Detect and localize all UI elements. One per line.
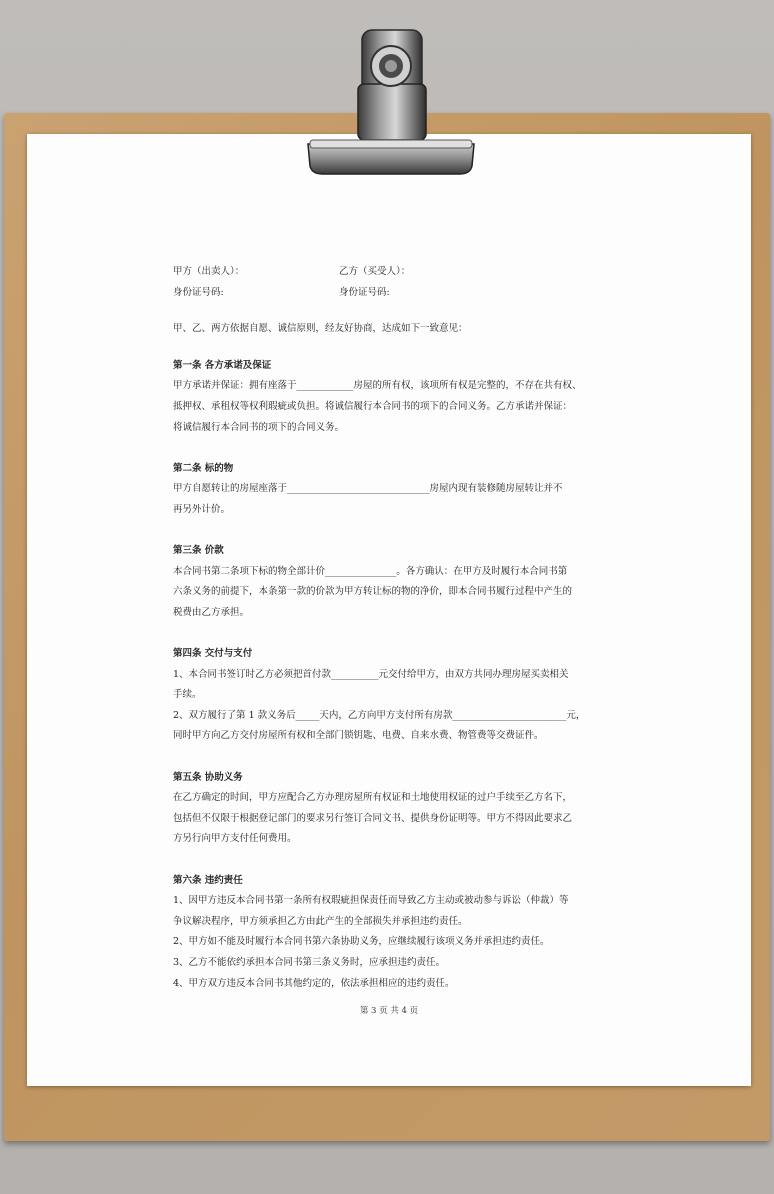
party-id-row — [173, 283, 605, 304]
seller-id-label: 身份证号码: — [173, 286, 224, 298]
section-line: 1、本合同书签订时乙方必须把首付款__________元交付给甲方，由双方共同办理房屋买卖相关 — [173, 668, 569, 680]
section-6 — [173, 871, 605, 995]
section-line: 将诚信履行本合同书的项下的合同义务。 — [173, 421, 345, 433]
contract-body — [173, 262, 605, 994]
buyer-label: 乙方（买受人）： — [339, 266, 411, 277]
section-line: 再另外计价。 — [173, 503, 231, 515]
section-line: 4、甲方双方违反本合同书其他约定的，依法承担相应的违约责任。 — [173, 977, 455, 989]
watermark — [98, 474, 124, 506]
section-line: 在乙方确定的时间，甲方应配合乙方办理房屋所有权证和土地使用权证的过户手续至乙方名下， — [173, 792, 573, 804]
section-line: 甲方承诺并保证：拥有座落于____________房屋的所有权，该项所有权是完整的，不存在共有权、 — [173, 380, 582, 392]
section-line: 抵押权、承租权等权利瑕疵或负担。将诚信履行本合同书的项下的合同义务。乙方承诺并保证： — [173, 400, 573, 412]
seller-label: 甲方（出卖人）： — [173, 266, 245, 277]
section-title: 第五条 协助义务 — [173, 771, 243, 783]
intro-text: 甲、乙、两方依据自愿、诚信原则，经友好协商，达成如下一致意见： — [173, 323, 468, 335]
section-title: 第三条 价款 — [173, 545, 224, 557]
section-4 — [173, 644, 605, 747]
section-5 — [173, 768, 605, 850]
section-line: 2、甲方如不能及时履行本合同书第六条协助义务，应继续履行该项义务并承担违约责任。 — [173, 936, 550, 948]
section-1 — [173, 356, 605, 438]
section-line: 税费由乙方承担。 — [173, 606, 250, 618]
section-line: 包括但不仅限于根据登记部门的要求另行签订合同文书、提供身份证明等。甲方不得因此要求乙 — [173, 812, 573, 824]
section-2 — [173, 459, 605, 521]
section-line: 方另行向甲方支付任何费用。 — [173, 833, 297, 845]
section-line: 同时甲方向乙方交付房屋所有权和全部门锁钥匙、电费、自来水费、物管费等交费证件。 — [173, 730, 544, 742]
section-line: 3、乙方不能依约承担本合同书第三条义务时，应承担违约责任。 — [173, 957, 446, 968]
party-names-row — [173, 262, 605, 283]
section-line: 手续。 — [173, 689, 202, 701]
section-title: 第四条 交付与支付 — [173, 648, 253, 660]
section-line: 1、因甲方违反本合同书第一条所有权瑕疵担保责任而导致乙方主动或被动参与诉讼（仲裁）等 — [173, 895, 569, 907]
page-number: 第 3 页 共 4 页 — [359, 1006, 419, 1016]
buyer-id-label: 身份证号码: — [339, 286, 390, 298]
section-title: 第六条 违约责任 — [173, 874, 243, 886]
section-3 — [173, 541, 605, 623]
section-line: 争议解决程序，甲方须承担乙方由此产生的全部损失并承担违约责任。 — [173, 915, 468, 927]
section-line: 2、双方履行了第 1 款义务后_____天内，乙方向甲方支付所有房款________________________元， — [173, 709, 586, 721]
section-title: 第二条 标的物 — [173, 462, 234, 474]
binder-clip-icon — [0, 0, 774, 200]
section-title: 第一条 各方承诺及保证 — [173, 359, 272, 371]
section-line: 本合同书第二条项下标的物全部计价_______________。各方确认：在甲方及时履行本合同书第 — [173, 565, 568, 577]
section-line: 甲方自愿转让的房屋座落于______________________________房屋内现有装修随房屋转让并不 — [173, 483, 563, 495]
section-line: 六条义务的前提下，本条第一款的价款为甲方转让标的物的净价，即本合同书履行过程中产生的 — [173, 586, 573, 598]
